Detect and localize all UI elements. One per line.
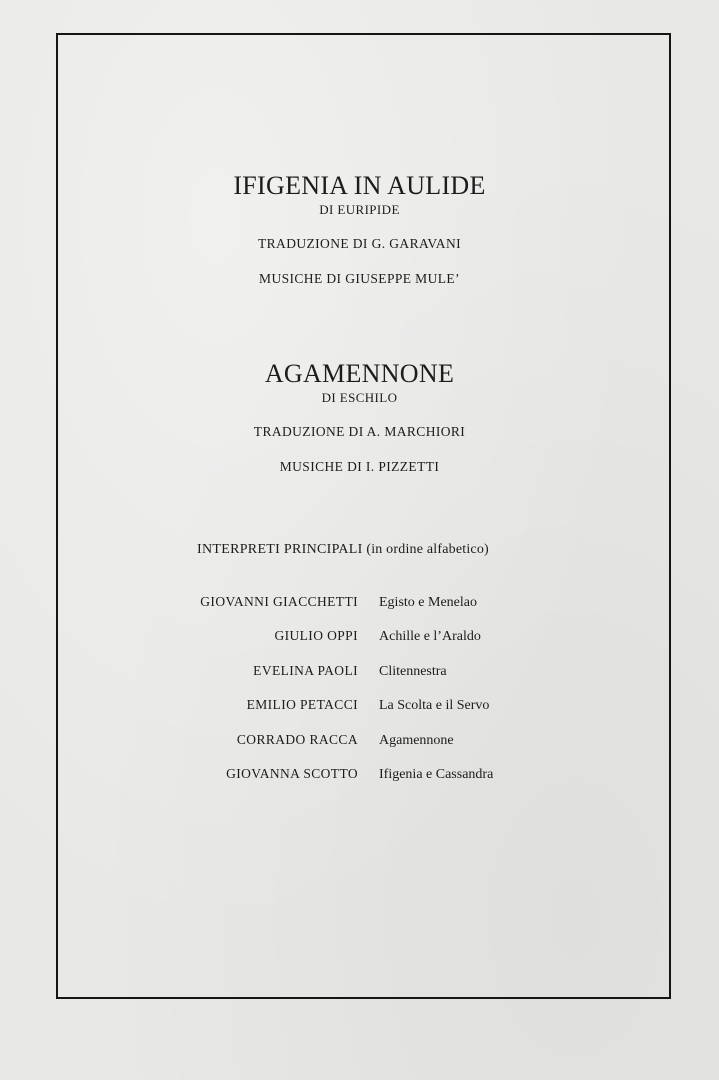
actor-name: EVELINA PAOLI bbox=[253, 662, 358, 678]
cast-row bbox=[0, 730, 719, 764]
role-name: Ifigenia e Cassandra bbox=[379, 766, 494, 782]
cast-row bbox=[0, 695, 719, 729]
cast-heading bbox=[197, 542, 489, 558]
actor-name: GIULIO OPPI bbox=[274, 628, 358, 644]
cast-list bbox=[0, 592, 719, 798]
play-2-title: AGAMENNONE bbox=[264, 359, 455, 388]
cast-row bbox=[0, 764, 719, 798]
play-2-music: MUSICHE DI I. PIZZETTI bbox=[279, 459, 440, 474]
play-1-title: IFIGENIA IN AULIDE bbox=[233, 171, 486, 200]
cast-row bbox=[0, 661, 719, 695]
cast-row bbox=[0, 626, 719, 660]
role-name: Clitennestra bbox=[379, 663, 447, 679]
actor-name: GIOVANNA SCOTTO bbox=[226, 765, 358, 781]
play-2-translation: TRADUZIONE DI A. MARCHIORI bbox=[253, 424, 466, 439]
role-name: Agamennone bbox=[379, 732, 454, 748]
cast-row bbox=[0, 592, 719, 626]
actor-name: EMILIO PETACCI bbox=[246, 697, 358, 713]
cast-heading-note: (in ordine alfabetico) bbox=[366, 542, 489, 557]
play-1-block bbox=[0, 171, 719, 288]
cast-heading-label: INTERPRETI PRINCIPALI bbox=[197, 542, 363, 557]
role-name: La Scolta e il Servo bbox=[379, 698, 490, 714]
play-1-author: DI EURIPIDE bbox=[319, 202, 400, 217]
actor-name: CORRADO RACCA bbox=[236, 731, 358, 747]
actor-name: GIOVANNI GIACCHETTI bbox=[200, 594, 358, 609]
play-2-block bbox=[0, 359, 719, 476]
role-name: Achille e l’Araldo bbox=[379, 629, 481, 645]
play-1-translation: TRADUZIONE DI G. GARAVANI bbox=[258, 236, 461, 251]
role-name: Egisto e Menelao bbox=[379, 595, 477, 610]
play-1-music: MUSICHE DI GIUSEPPE MULE’ bbox=[259, 271, 460, 286]
play-2-author: DI ESCHILO bbox=[321, 390, 398, 405]
